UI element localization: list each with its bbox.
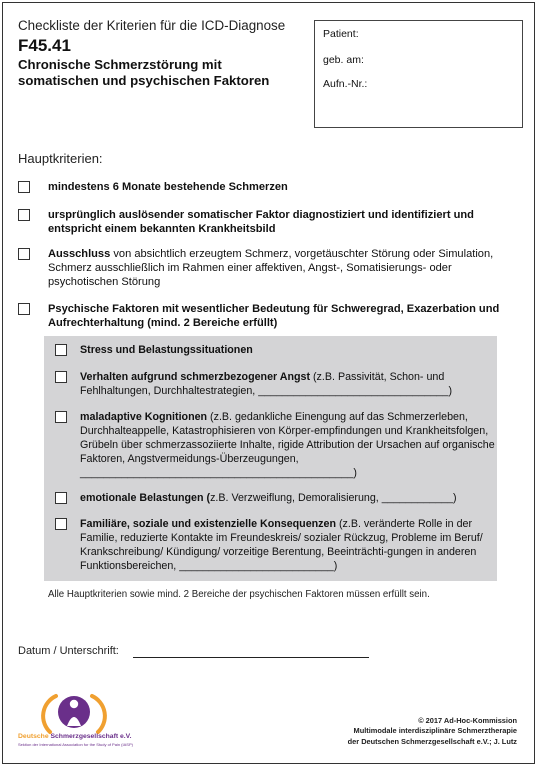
criterion-rest-text: von absichtlich erzeugtem Schmerz, vorgetäuschter Störung oder Simulation, Schmerz ausschließlich im Rahmen einer affektiven, Angst-, Somatisierungs- oder psychotischen Störung: [48, 248, 494, 289]
checkbox[interactable]: [55, 344, 67, 356]
patient-box[interactable]: [314, 20, 523, 128]
criterion-text: [48, 180, 510, 194]
factor-rest-text: (z.B. gedankliche Einengung auf das Schmerzerleben, Durchhalteappelle, Katastrophisieren von Körper-empfindungen und Krankheitsfolgen, Grübeln über schmerzassoziierte Inhalte, rigide Attribution der Ursachen auf organische Faktoren, Angstvermeidungs-Überzeugungen, ______________________________________________): [80, 411, 495, 480]
factor-rest-text: (z.B. Passivität, Schon- und Fehlhaltungen, Durchhaltestrategien, ________________________________): [80, 371, 453, 398]
credit-line: © 2017 Ad-Hoc-Kommission: [418, 716, 517, 725]
factor-bold-text: Familiäre, soziale und existenzielle Konsequenzen: [80, 518, 336, 530]
checkbox[interactable]: [55, 518, 67, 530]
patient-label: Patient:: [323, 28, 359, 40]
criterion-text: [48, 208, 510, 236]
factor-rest-text: z.B. Verzweiflung, Demoralisierung, ____________): [210, 492, 457, 504]
requirement-note: Alle Hauptkriterien sowie mind. 2 Bereiche der psychischen Faktoren müssen erfüllt sein.: [48, 589, 430, 600]
criterion-bold-text: ursprünglich auslösender somatischer Faktor diagnostiziert und identifiziert und entspricht einem bekannten Krankheitsbild: [48, 209, 474, 236]
psych-factor-text: [80, 517, 498, 573]
criterion-bold-text: Psychische Faktoren mit wesentlicher Bedeutung für Schweregrad, Exazerbation und Aufrechterhaltung (mind. 2 Bereiche erfüllt): [48, 303, 500, 330]
criterion-text: [48, 247, 510, 290]
factor-bold-text: emotionale Belastungen (: [80, 492, 211, 504]
factor-bold-text: maladaptive Kognitionen: [80, 411, 208, 423]
logo-head: [70, 700, 78, 708]
psych-factor-text: [80, 370, 498, 398]
psych-factor-text: [80, 343, 498, 357]
checkbox[interactable]: [55, 371, 67, 383]
criterion-text: [48, 302, 510, 330]
form-title: Checkliste der Kriterien für die ICD-Diagnose: [18, 18, 286, 33]
checkbox[interactable]: [18, 209, 30, 221]
copyright-credits: [348, 716, 517, 747]
checkbox[interactable]: [18, 303, 30, 315]
diagnosis-code: F45.41: [18, 36, 71, 55]
psych-factor-text: [80, 491, 498, 505]
logo-name: [18, 733, 131, 740]
psych-factor-text: [80, 410, 498, 480]
diagnosis-name: [18, 57, 308, 89]
factor-bold-text: Stress und Belastungssituationen: [80, 344, 253, 356]
logo-name-part2: Schmerzgesellschaft e.V.: [50, 733, 132, 740]
logo-subline: Sektion der International Association for the Study of Pain (IASP): [18, 742, 133, 747]
main-criteria-heading: Hauptkriterien:: [18, 151, 103, 166]
diagnosis-name-line1: Chronische Schmerzstörung mit: [18, 57, 222, 72]
diagnosis-name-line2: somatischen und psychischen Faktoren: [18, 73, 270, 88]
logo-left-arc: [43, 696, 56, 732]
admission-number-label: Aufn.-Nr.:: [323, 78, 368, 90]
logo-right-arc: [92, 696, 105, 732]
factor-rest-text: (z.B. veränderte Rolle in der Familie, reduzierte Kontakte im Freundeskreis/ sozialer Rückzug, Probleme im Beruf/ Krankschreibung/ Kündigung/ vorzeitige Berentung, Beeinträchti-gungen in anderen Funktionsbereichen, __________________________): [80, 518, 483, 573]
checkbox[interactable]: [18, 181, 30, 193]
checkbox[interactable]: [18, 248, 30, 260]
checkbox[interactable]: [55, 492, 67, 504]
criterion-bold-text: mindestens 6 Monate bestehende Schmerzen: [48, 181, 288, 193]
credit-line: der Deutschen Schmerzgesellschaft e.V.; J. Lutz: [347, 736, 517, 746]
checkbox[interactable]: [55, 411, 67, 423]
criterion-bold-text: Ausschluss: [48, 248, 111, 260]
factor-bold-text: Verhalten aufgrund schmerzbezogener Angst: [80, 371, 311, 383]
signature-label: Datum / Unterschrift:: [18, 645, 119, 657]
signature-line[interactable]: [133, 657, 369, 658]
credit-line: Multimodale interdisziplinäre Schmerztherapie: [353, 726, 517, 736]
logo-name-part1: Deutsche: [18, 733, 51, 740]
birthdate-label: geb. am:: [323, 54, 364, 66]
